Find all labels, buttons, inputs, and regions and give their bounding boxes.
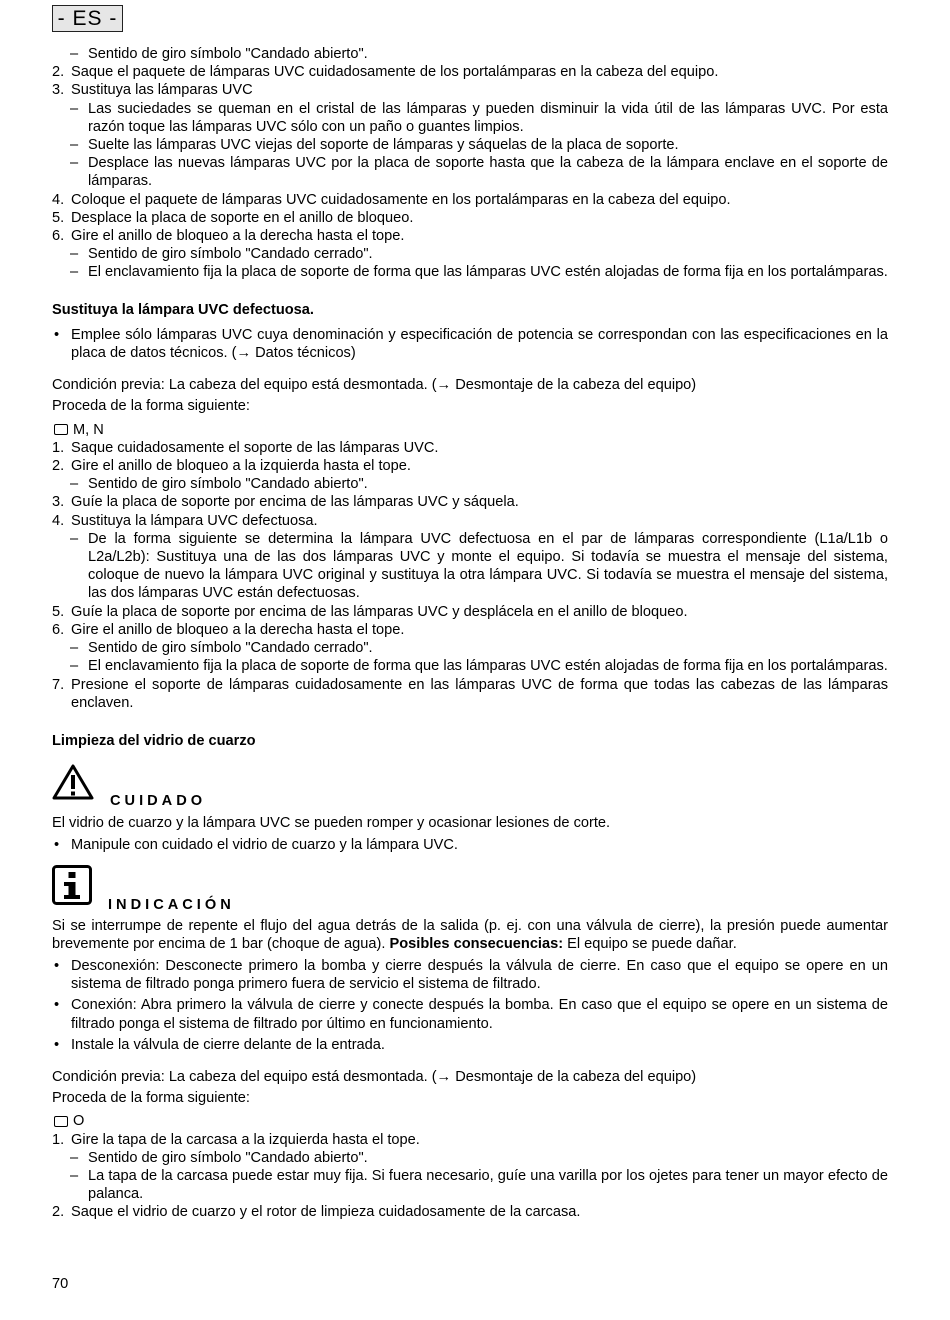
list-item: – Desplace las nuevas lámparas UVC por la placa de soporte hasta que la cabeza de la lámpara enclave en el soporte de lámparas. [70, 155, 888, 190]
list-item: 2. Saque el paquete de lámparas UVC cuidadosamente de los portalámparas en la cabeza del equipo. [52, 64, 719, 81]
document-body [52, 45, 888, 1222]
section-heading: Sustituya la lámpara UVC defectuosa. [52, 301, 314, 318]
page-number: 70 [52, 1276, 69, 1292]
list-item: – El enclavamiento fija la placa de soporte de forma que las lámparas UVC estén alojadas de forma fija en los portalámparas. [70, 658, 888, 675]
info-icon [52, 865, 92, 905]
list-item: • Manipule con cuidado el vidrio de cuarzo y la lámpara UVC. [54, 837, 458, 854]
list-item: 6. Gire el anillo de bloqueo a la derecha hasta el tope. [52, 621, 405, 638]
section-heading: Limpieza del vidrio de cuarzo [52, 732, 256, 749]
list-item: • Conexión: Abra primero la válvula de cierre y conecte después la bomba. En caso que el equipo se opere en un sistema de filtrado ponga el sistema de filtrado por último en funcionamiento. [54, 997, 888, 1032]
procedure-label: Proceda de la forma siguiente: [52, 1090, 250, 1107]
model-applicability: O [52, 1112, 888, 1130]
list-item: 3. Guíe la placa de soporte por encima de las lámparas UVC y sáquela. [52, 494, 519, 511]
caution-block [52, 764, 888, 814]
precondition: Condición previa: La cabeza del equipo está desmontada. (→ Desmontaje de la cabeza del equipo) [52, 377, 697, 394]
list-item: – La tapa de la carcasa puede estar muy fija. Si fuera necesario, guíe una varilla por los ojetes para tener un mayor efecto de palanca. [70, 1167, 888, 1203]
list-item: – Las suciedades se queman en el cristal de las lámparas y pueden disminuir la vida útil de las lámparas UVC. Por esta razón toque las lámparas UVC sólo con un paño o guantes limpios. [70, 100, 888, 135]
list-item: 5. Guíe la placa de soporte por encima de las lámparas UVC y desplácela en el anillo de bloqueo. [52, 603, 688, 620]
checkbox-icon [54, 424, 68, 435]
list-item: 2. Saque el vidrio de cuarzo y el rotor de limpieza cuidadosamente de la carcasa. [52, 1204, 581, 1221]
list-item: 1. Saque cuidadosamente el soporte de las lámparas UVC. [52, 439, 439, 456]
list-item: • Emplee sólo lámparas UVC cuya denominación y especificación de potencia se correspondan con las especificaciones en la placa de datos técnicos. (→ Datos técnicos) [54, 326, 888, 362]
list-item: 2. Gire el anillo de bloqueo a la izquierda hasta el tope. [52, 458, 411, 475]
note-text: Si se interrumpe de repente el flujo del agua detrás de la salida (p. ej. con una válvula de cierre), la presión puede aumentar brevemente por encima de 1 bar (choque de agua). Posibles consecuencias: El equipo se puede dañar. [52, 917, 888, 952]
list-item: 7. Presione el soporte de lámparas cuidadosamente en las lámparas UVC de forma que todas las cabezas de las lámparas enclaven. [52, 676, 888, 711]
precondition: Condición previa: La cabeza del equipo está desmontada. (→ Desmontaje de la cabeza del equipo) [52, 1068, 697, 1085]
list-item: – Sentido de giro símbolo "Candado abierto". [70, 476, 368, 493]
list-item: 1. Gire la tapa de la carcasa a la izquierda hasta el tope. [52, 1131, 420, 1148]
list-item: 5. Desplace la placa de soporte en el anillo de bloqueo. [52, 209, 414, 226]
list-item: 4. Sustituya la lámpara UVC defectuosa. [52, 512, 318, 529]
list-item: • Desconexión: Desconecte primero la bomba y cierre después la válvula de cierre. En caso que el equipo se opere en un sistema de filtrado ponga primero fuera de servicio el sistema de filtrado. [54, 957, 888, 993]
list-item: – De la forma siguiente se determina la lámpara UVC defectuosa en el par de lámparas correspondiente (L1a/L1b o L2a/L2b): Sustituya una de las dos lámparas UVC y monte el equipo. Si todavía se muestra el mensaje del sistema, coloque de nuevo la lámpara UVC original y sustituya la otra lámpara UVC. Si todavía se muestra el mensaje del sistema, las dos lámparas UVC están defectuosas. [70, 530, 888, 602]
note-title: INDICACIÓN [108, 896, 235, 913]
checkbox-icon [54, 1116, 68, 1127]
note-block [52, 865, 888, 917]
list-item: – Sentido de giro símbolo "Candado cerrado". [70, 246, 373, 263]
list-item: – Sentido de giro símbolo "Candado abierto". [70, 46, 368, 62]
model-applicability: M, N [52, 421, 888, 439]
list-item: 3. Sustituya las lámparas UVC [52, 82, 253, 99]
list-item: 4. Coloque el paquete de lámparas UVC cuidadosamente en los portalámparas en la cabeza del equipo. [52, 191, 731, 208]
list-item: – El enclavamiento fija la placa de soporte de forma que las lámparas UVC estén alojadas de forma fija en los portalámparas. [70, 264, 888, 281]
language-badge: - ES - [52, 5, 123, 32]
caution-title: CUIDADO [110, 793, 207, 810]
list-item: – Suelte las lámparas UVC viejas del soporte de lámparas y sáquelas de la placa de soporte. [70, 137, 679, 154]
list-item: 6. Gire el anillo de bloqueo a la derecha hasta el tope. [52, 228, 405, 245]
list-item: • Instale la válvula de cierre delante de la entrada. [54, 1036, 385, 1053]
caution-text: El vidrio de cuarzo y la lámpara UVC se pueden romper y ocasionar lesiones de corte. [52, 815, 611, 832]
warning-triangle-icon [52, 764, 94, 800]
list-item: – Sentido de giro símbolo "Candado cerrado". [70, 640, 373, 657]
procedure-label: Proceda de la forma siguiente: [52, 398, 250, 415]
list-item: – Sentido de giro símbolo "Candado abierto". [70, 1149, 368, 1166]
